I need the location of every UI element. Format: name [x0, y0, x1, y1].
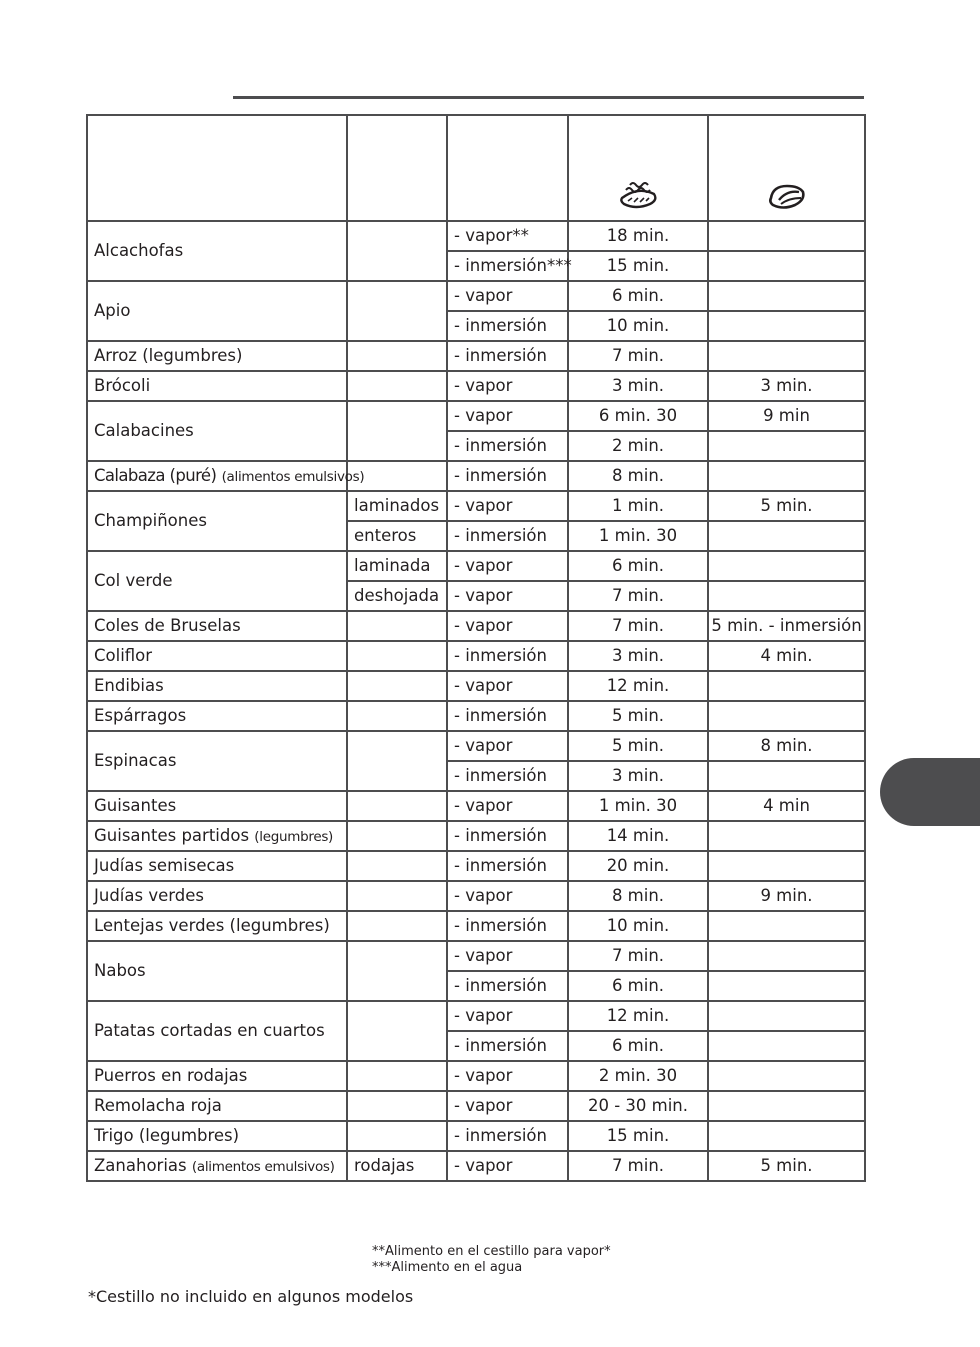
- frozen-cell: [708, 1031, 865, 1061]
- cut-cell: deshojada: [347, 581, 447, 611]
- steam-basket-icon: [616, 178, 660, 212]
- frozen-cell: [708, 821, 865, 851]
- cut-cell: [347, 791, 447, 821]
- cut-cell: [347, 281, 447, 341]
- frozen-cell: [708, 671, 865, 701]
- frozen-cell: [708, 761, 865, 791]
- cut-cell: [347, 611, 447, 641]
- food-cell: [87, 341, 347, 371]
- fresh-cell: 3 min.: [568, 761, 708, 791]
- method-cell: - inmersión: [447, 701, 568, 731]
- method-cell: - inmersión: [447, 461, 568, 491]
- food-name: Judías semisecas: [94, 856, 235, 875]
- food-name: Alcachofas: [94, 241, 184, 260]
- food-name: Brócoli: [94, 376, 151, 395]
- fresh-cell: 6 min.: [568, 1031, 708, 1061]
- fresh-cell: 7 min.: [568, 1151, 708, 1181]
- frozen-cell: 4 min.: [708, 641, 865, 671]
- table-header-row: [87, 115, 865, 221]
- food-name: Calabacines: [94, 421, 194, 440]
- frozen-cell: [708, 341, 865, 371]
- frozen-cell: [708, 701, 865, 731]
- cut-cell: [347, 821, 447, 851]
- table-row: [87, 341, 865, 371]
- cut-cell: [347, 701, 447, 731]
- cut-cell: [347, 1091, 447, 1121]
- cut-cell: [347, 1001, 447, 1061]
- fresh-cell: 8 min.: [568, 881, 708, 911]
- fresh-cell: 1 min. 30: [568, 791, 708, 821]
- fresh-cell: 20 min.: [568, 851, 708, 881]
- table-row: [87, 701, 865, 731]
- food-cell: [87, 371, 347, 401]
- method-cell: - inmersión: [447, 1031, 568, 1061]
- frozen-cell: 5 min.: [708, 491, 865, 521]
- method-cell: - inmersión: [447, 851, 568, 881]
- table-row: [87, 401, 865, 431]
- cut-cell: rodajas: [347, 1151, 447, 1181]
- fresh-cell: 6 min.: [568, 551, 708, 581]
- footnote-water: ***Alimento en el agua: [372, 1260, 523, 1275]
- food-name: Guisantes: [94, 796, 177, 815]
- food-note: (legumbres): [254, 828, 334, 845]
- food-cell: [87, 461, 365, 491]
- fresh-cell: 3 min.: [568, 371, 708, 401]
- fresh-cell: 6 min.: [568, 971, 708, 1001]
- method-cell: - inmersión: [447, 1121, 568, 1151]
- food-cell: [87, 701, 347, 731]
- fresh-cell: 12 min.: [568, 1001, 708, 1031]
- table-row: [87, 731, 865, 761]
- food-cell: [87, 731, 347, 791]
- method-cell: - vapor: [447, 791, 568, 821]
- table-row: [87, 1091, 865, 1121]
- food-cell: [87, 221, 347, 281]
- footnote-basket: *Cestillo no incluido en algunos modelos: [88, 1287, 414, 1306]
- table-row: [87, 881, 865, 911]
- cut-cell: [347, 1121, 447, 1151]
- fresh-cell: 12 min.: [568, 671, 708, 701]
- method-cell: - vapor: [447, 1091, 568, 1121]
- cut-cell: [347, 941, 447, 1001]
- method-cell: - vapor: [447, 371, 568, 401]
- cut-cell: [347, 671, 447, 701]
- fresh-cell: 5 min.: [568, 731, 708, 761]
- table-row: [87, 791, 865, 821]
- frozen-cell: 3 min.: [708, 371, 865, 401]
- fresh-cell: 15 min.: [568, 1121, 708, 1151]
- frozen-cell: 5 min. - inmersión: [708, 611, 865, 641]
- header-cut: [347, 115, 447, 221]
- food-cell: [87, 1151, 347, 1181]
- table-row: [87, 1061, 865, 1091]
- food-name: Champiñones: [94, 511, 207, 530]
- food-cell: [87, 641, 347, 671]
- food-cell: [87, 551, 347, 611]
- table-row: [87, 1121, 865, 1151]
- method-cell: - vapor: [447, 611, 568, 641]
- table-row: [87, 671, 865, 701]
- cut-cell: [347, 851, 447, 881]
- food-cell: [87, 1121, 347, 1151]
- food-cell: [87, 791, 347, 821]
- food-name: Espárragos: [94, 706, 187, 725]
- frozen-cell: [708, 1121, 865, 1151]
- fresh-cell: 2 min.: [568, 431, 708, 461]
- cut-cell: laminados: [347, 491, 447, 521]
- table-row: [87, 1001, 865, 1031]
- table-row: [87, 911, 865, 941]
- method-cell: - inmersión: [447, 641, 568, 671]
- food-name: Coliflor: [94, 646, 153, 665]
- food-cell: [87, 281, 347, 341]
- cut-cell: [347, 341, 447, 371]
- method-cell: - inmersión: [447, 761, 568, 791]
- food-cell: [87, 611, 347, 641]
- top-rule: [233, 96, 864, 99]
- cut-cell: [347, 401, 447, 461]
- food-name: Coles de Bruselas: [94, 616, 241, 635]
- table-row: [87, 851, 865, 881]
- cut-cell: [347, 731, 447, 791]
- food-cell: [87, 881, 347, 911]
- frozen-cell: [708, 551, 865, 581]
- cut-cell: enteros: [347, 521, 447, 551]
- method-cell: - vapor: [447, 401, 568, 431]
- table-row: [87, 611, 865, 641]
- table-row: [87, 371, 865, 401]
- food-cell: [87, 1061, 347, 1091]
- fresh-cell: 2 min. 30: [568, 1061, 708, 1091]
- frozen-cell: [708, 581, 865, 611]
- food-cell: [87, 401, 347, 461]
- food-name: Guisantes partidos: [94, 825, 250, 845]
- fresh-cell: 1 min.: [568, 491, 708, 521]
- frozen-cell: [708, 1001, 865, 1031]
- method-cell: - vapor: [447, 551, 568, 581]
- header-frozen: [708, 115, 865, 221]
- food-cell: [87, 671, 347, 701]
- food-name: Apio: [94, 301, 131, 320]
- frozen-cell: 8 min.: [708, 731, 865, 761]
- fresh-cell: 7 min.: [568, 581, 708, 611]
- header-method: [447, 115, 568, 221]
- method-cell: - inmersión: [447, 821, 568, 851]
- fresh-cell: 7 min.: [568, 341, 708, 371]
- fresh-cell: 6 min.: [568, 281, 708, 311]
- cut-cell: [347, 881, 447, 911]
- method-cell: - vapor: [447, 731, 568, 761]
- food-cell: [87, 851, 347, 881]
- method-cell: - vapor: [447, 941, 568, 971]
- food-cell: [87, 911, 347, 941]
- food-note: (alimentos emulsivos): [221, 468, 365, 485]
- frozen-cell: [708, 1061, 865, 1091]
- food-name: Zanahorias: [94, 1155, 187, 1175]
- header-fresh: [568, 115, 708, 221]
- food-name: Col verde: [94, 571, 173, 590]
- frozen-cell: 9 min.: [708, 881, 865, 911]
- method-cell: - vapor: [447, 581, 568, 611]
- method-cell: - vapor: [447, 281, 568, 311]
- food-cell: [87, 1001, 347, 1061]
- food-name: Calabaza (puré): [94, 465, 217, 485]
- fresh-cell: 7 min.: [568, 941, 708, 971]
- food-name: Patatas cortadas en cuartos: [94, 1021, 325, 1040]
- frozen-cell: [708, 521, 865, 551]
- method-cell: - inmersión: [447, 971, 568, 1001]
- food-cell: [87, 941, 347, 1001]
- frozen-cell: [708, 971, 865, 1001]
- method-cell: - inmersión: [447, 911, 568, 941]
- frozen-cell: [708, 311, 865, 341]
- method-cell: - inmersión***: [447, 251, 568, 281]
- fresh-cell: 6 min. 30: [568, 401, 708, 431]
- frozen-cell: [708, 851, 865, 881]
- food-note: (alimentos emulsivos): [191, 1158, 335, 1175]
- food-cell: [87, 1091, 347, 1121]
- frozen-cell: [708, 941, 865, 971]
- frozen-cell: [708, 431, 865, 461]
- cut-cell: [347, 371, 447, 401]
- table-row: [87, 281, 865, 311]
- fresh-cell: 8 min.: [568, 461, 708, 491]
- fresh-cell: 3 min.: [568, 641, 708, 671]
- frozen-cell: [708, 461, 865, 491]
- food-name: Lentejas verdes (legumbres): [94, 916, 330, 935]
- table-row: [87, 461, 865, 491]
- method-cell: - vapor: [447, 1151, 568, 1181]
- fresh-cell: 5 min.: [568, 701, 708, 731]
- table-row: [87, 221, 865, 251]
- food-cell: [87, 491, 347, 551]
- method-cell: - inmersión: [447, 311, 568, 341]
- table-row: [87, 941, 865, 971]
- table-row: [87, 551, 865, 581]
- cut-cell: [347, 641, 447, 671]
- food-name: Trigo (legumbres): [94, 1126, 240, 1145]
- method-cell: - inmersión: [447, 431, 568, 461]
- section-tab: [880, 758, 980, 826]
- fresh-cell: 15 min.: [568, 251, 708, 281]
- fresh-cell: 1 min. 30: [568, 521, 708, 551]
- method-cell: - vapor: [447, 881, 568, 911]
- method-cell: - vapor: [447, 491, 568, 521]
- frozen-cell: [708, 281, 865, 311]
- food-name: Judías verdes: [94, 886, 204, 905]
- food-name: Puerros en rodajas: [94, 1066, 248, 1085]
- frozen-cell: [708, 251, 865, 281]
- food-name: Remolacha roja: [94, 1096, 222, 1115]
- fresh-cell: 20 - 30 min.: [568, 1091, 708, 1121]
- frozen-cell: 4 min: [708, 791, 865, 821]
- food-name: Arroz (legumbres): [94, 346, 243, 365]
- fresh-cell: 10 min.: [568, 911, 708, 941]
- fresh-cell: 10 min.: [568, 311, 708, 341]
- fresh-cell: 14 min.: [568, 821, 708, 851]
- frozen-food-icon: [765, 178, 809, 212]
- cut-cell: [347, 221, 447, 281]
- cut-cell: [347, 911, 447, 941]
- header-food: [87, 115, 347, 221]
- food-cell: [87, 821, 347, 851]
- method-cell: - vapor: [447, 1061, 568, 1091]
- cooking-times-table: [86, 114, 866, 1182]
- frozen-cell: [708, 221, 865, 251]
- table-row: [87, 491, 865, 521]
- food-name: Espinacas: [94, 751, 177, 770]
- method-cell: - inmersión: [447, 341, 568, 371]
- method-cell: - vapor: [447, 1001, 568, 1031]
- cut-cell: laminada: [347, 551, 447, 581]
- frozen-cell: 5 min.: [708, 1151, 865, 1181]
- method-cell: - inmersión: [447, 521, 568, 551]
- table-row: [87, 1151, 865, 1181]
- method-cell: - vapor: [447, 671, 568, 701]
- table-row: [87, 821, 865, 851]
- food-name: Nabos: [94, 961, 146, 980]
- frozen-cell: [708, 1091, 865, 1121]
- frozen-cell: [708, 911, 865, 941]
- fresh-cell: 18 min.: [568, 221, 708, 251]
- footnote-steam: **Alimento en el cestillo para vapor*: [372, 1244, 611, 1259]
- method-cell: - vapor**: [447, 221, 568, 251]
- food-name: Endibias: [94, 676, 164, 695]
- fresh-cell: 7 min.: [568, 611, 708, 641]
- table-row: [87, 641, 865, 671]
- frozen-cell: 9 min: [708, 401, 865, 431]
- cut-cell: [347, 1061, 447, 1091]
